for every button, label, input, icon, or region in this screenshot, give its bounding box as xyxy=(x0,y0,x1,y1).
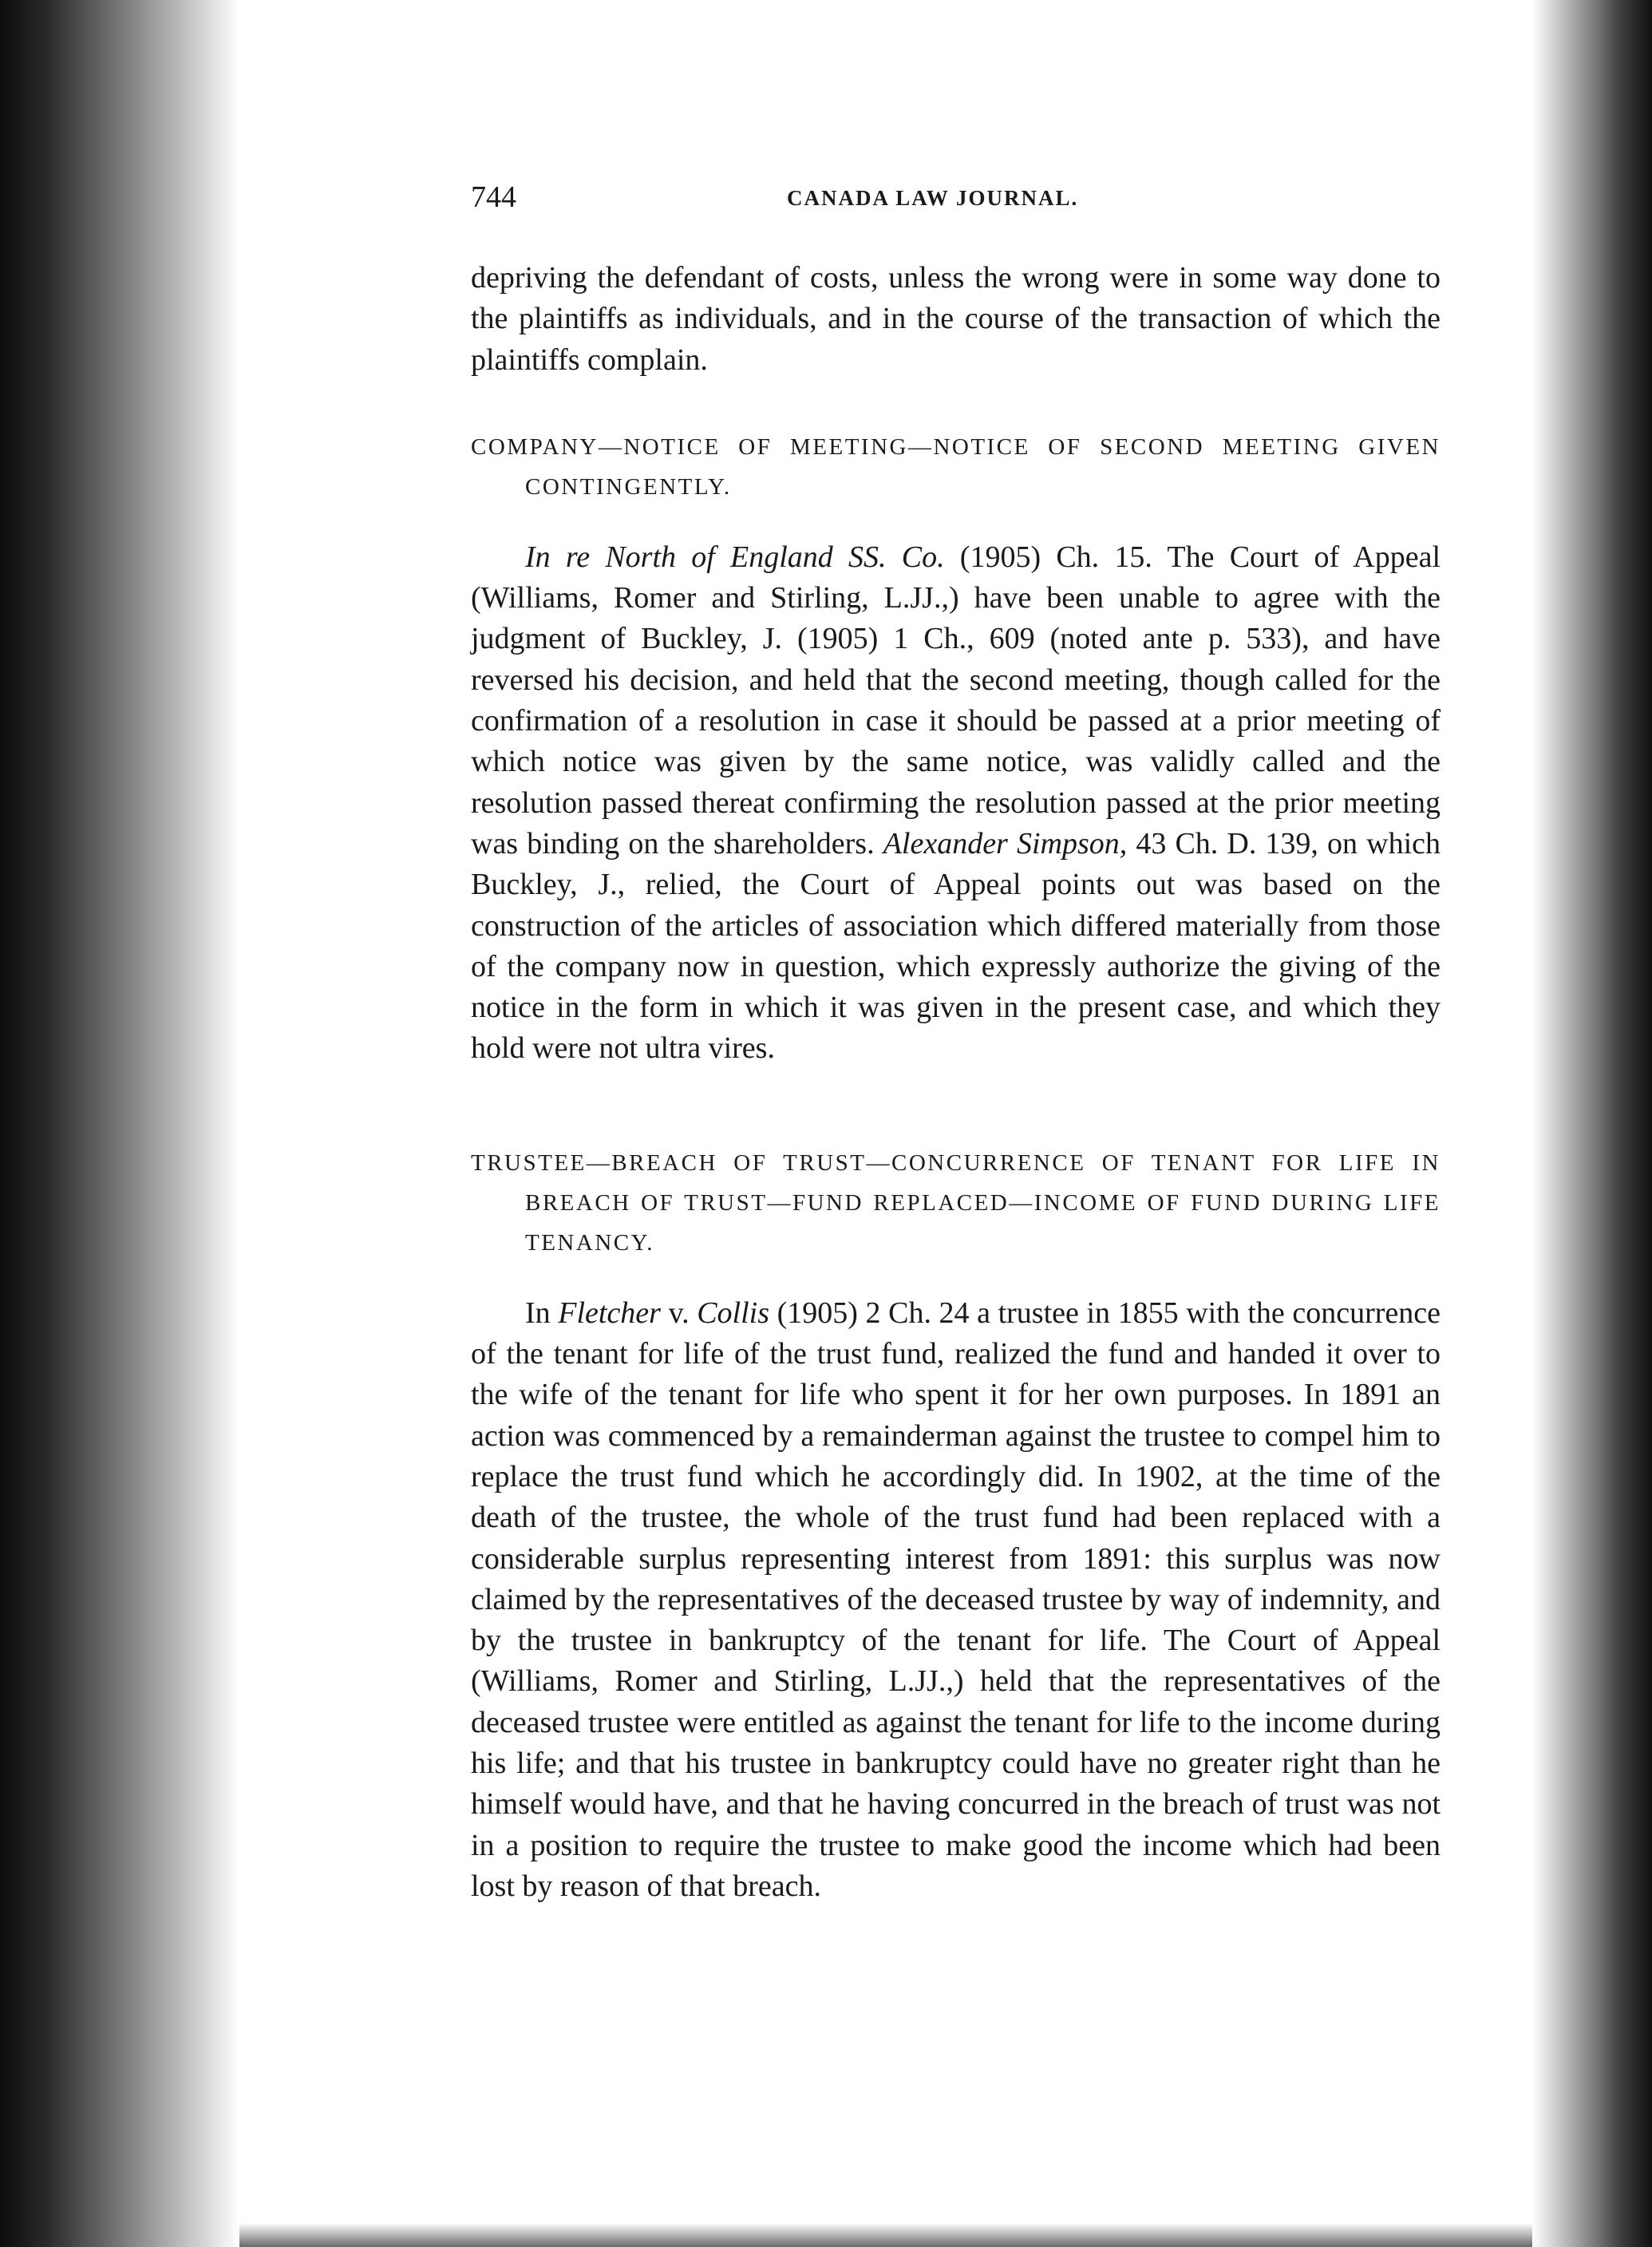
paragraph-text: (1905) 2 Ch. 24 a trustee in 1855 with the concurrence of the tenant for life of the trust fund, realized the fund and handed it over to the wife of the tenant for life who spent it for her own purposes. In 1891 an action was commenced by a remainderman against the trustee to compel him to replace the trust fund which he accordingly did. In 1902, at the time of the death of the trustee, the whole of the trust fund had been replaced with a considerable surplus representing interest from 1891: this surplus was now claimed by the representatives of the deceased trustee by way of indemnity, and by the trustee in bankruptcy of the tenant for life. The Court of Appeal (Williams, Romer and Stirling, L.JJ.,) held that the representatives of the deceased trustee were entitled as against the tenant for life to the income during his life; and that his trustee in bankruptcy could have no greater right than he himself would have, and that he having concurred in the breach of trust was not in a position to require the trustee to make good the income which had been lost by reason of that breach. xyxy=(471,1296,1441,1903)
section-heading-trustee: TRUSTEE—BREACH OF TRUST—CONCURRENCE OF TENANT FOR LIFE IN BREACH OF TRUST—FUND REPLACED—INCOME OF FUND DURING LIFE TENANCY. xyxy=(471,1149,1441,1256)
journal-title: CANADA LAW JOURNAL. xyxy=(787,186,1079,210)
section-paragraph-trustee xyxy=(471,1293,1441,1907)
scan-shadow-bottom xyxy=(239,2223,1532,2247)
paragraph-lead: In xyxy=(525,1296,551,1330)
case-name-plaintiff: Fletcher xyxy=(558,1296,661,1330)
intro-paragraph: depriving the defendant of costs, unless the wrong were in some way done to the plaintiffs as individuals, and in the course of the transaction of which the plaintiffs complain. xyxy=(471,261,1441,377)
case-name: In re North of England SS. Co. xyxy=(525,540,945,574)
journal-page xyxy=(471,180,1441,1907)
section-paragraph-company xyxy=(471,537,1441,1070)
case-name-defendant: Collis xyxy=(697,1296,770,1330)
scan-shadow-left xyxy=(0,0,239,2247)
cited-case-name: Alexander Simpson, xyxy=(883,826,1128,860)
running-head xyxy=(471,180,1441,227)
paragraph-text: (1905) Ch. 15. The Court of Appeal (Williams, Romer and Stirling, L.JJ.,) have been unable to agree with the judgment of Buckley, J. (1905) 1 Ch., 609 (noted ante p. 533), and have reversed his decision, and held that the second meeting, though called for the confirmation of a resolution in case it should be passed at a prior meeting of which notice was given by the same notice, was validly called and the resolution passed thereat confirming the resolution passed at the prior meeting was binding on the shareholders. xyxy=(471,540,1441,860)
section-heading-company: COMPANY—NOTICE OF MEETING—NOTICE OF SECOND MEETING GIVEN CONTINGENTLY. xyxy=(471,433,1441,500)
page-number: 744 xyxy=(471,180,516,214)
paragraph-text-continued: 43 Ch. D. 139, on which Buckley, J., relied, the Court of Appeal points out was based on the construction of the articles of association which differed materially from those of the company now in question, which expressly authorize the giving of the notice in the form in which it was given in the present case, and which they hold were not ultra vires. xyxy=(471,826,1441,1066)
versus-text: v. xyxy=(668,1296,690,1330)
scan-shadow-right xyxy=(1532,0,1652,2247)
